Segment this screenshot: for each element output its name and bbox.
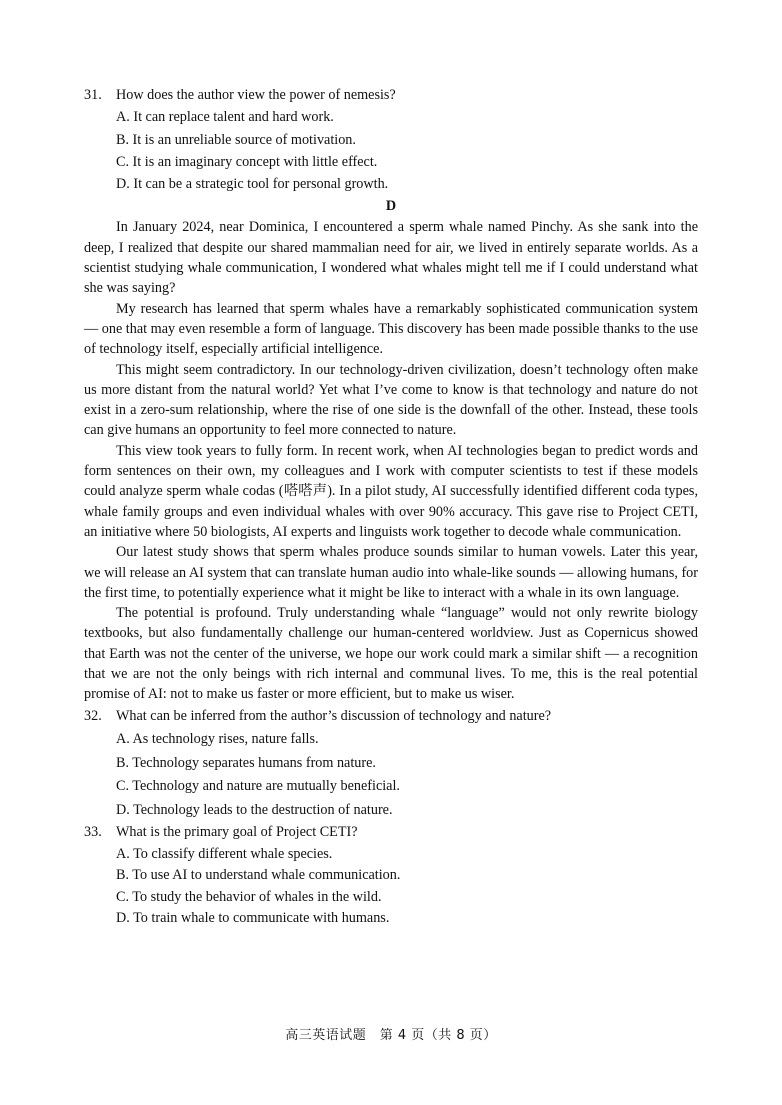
page-footer: 高三英语试题 第 4 页（共 8 页） xyxy=(285,1028,497,1043)
question-number: 33. xyxy=(84,824,102,841)
option-b: B. Technology separates humans from nature. xyxy=(116,754,376,771)
passage-d xyxy=(84,217,698,704)
option-c: C. Technology and nature are mutually beneficial. xyxy=(116,778,400,795)
passage-paragraph-5: Our latest study shows that sperm whales produce sounds similar to human vowels. Later this year, we will release an AI system that can translate human audio into whale-like sounds — allowing humans, for the first time, to potentially experience what it might be like to interact with a whale in its own language. xyxy=(84,544,698,601)
passage-paragraph-4: This view took years to fully form. In recent work, when AI technologies began to predict words and form sentences on their own, my colleagues and I work with computer scientists to test if these models could analyze sperm whale codas (嗒嗒声). In a pilot study, AI successfully identified different coda types, whale family groups and even individual whales with over 90% accuracy. This gave rise to Project CETI, an initiative where 50 biologists, AI experts and linguists work together to decode whale communication. xyxy=(84,442,698,540)
option-b: B. To use AI to understand whale communication. xyxy=(116,867,401,884)
question-33-stem xyxy=(84,822,698,844)
option-a: A. As technology rises, nature falls. xyxy=(116,731,319,748)
option-a: A. To classify different whale species. xyxy=(116,845,333,862)
passage-paragraph-1: In January 2024, near Dominica, I encountered a sperm whale named Pinchy. As she sank into the deep, I realized that despite our shared mammalian need for air, we lived in entirely separate worlds. As a scientist studying whale communication, I wondered what whales might tell me if I could understand what she was saying? xyxy=(84,219,698,297)
option-c: C. It is an imaginary concept with little effect. xyxy=(116,153,378,170)
option-d: D. It can be a strategic tool for personal growth. xyxy=(116,176,389,193)
section-label: D xyxy=(385,198,397,215)
option-b: B. It is an unreliable source of motivation. xyxy=(116,131,356,148)
option-c: C. To study the behavior of whales in the wild. xyxy=(116,888,382,905)
passage-paragraph-3: This might seem contradictory. In our technology-driven civilization, doesn’t technology often make us more distant from the natural world? Yet what I’ve come to know is that technology and nature do not exist in a zero-sum relationship, where the rise of one side is the downfall of the other. Instead, these tools can give humans an opportunity to feel more connected to nature. xyxy=(84,361,698,439)
question-31-stem xyxy=(84,84,698,106)
question-number: 32. xyxy=(84,707,102,724)
question-text: What is the primary goal of Project CETI? xyxy=(116,824,358,841)
question-31 xyxy=(84,84,698,195)
question-32 xyxy=(84,705,698,823)
option-d: D. Technology leads to the destruction of nature. xyxy=(116,801,393,818)
question-text: What can be inferred from the author’s discussion of technology and nature? xyxy=(116,707,552,724)
question-text: How does the author view the power of nemesis? xyxy=(116,87,396,103)
question-32-stem xyxy=(84,705,698,729)
option-d: D. To train whale to communicate with humans. xyxy=(116,910,390,927)
exam-page xyxy=(84,84,698,930)
question-33 xyxy=(84,822,698,930)
question-number: 31. xyxy=(84,87,102,103)
option-a: A. It can replace talent and hard work. xyxy=(116,109,334,126)
passage-paragraph-6: The potential is profound. Truly understanding whale “language” would not only rewrite biology textbooks, but also fundamentally challenge our human-centered worldview. Just as Copernicus showed that Earth was not the center of the universe, we hope our work could mark a similar shift — a recognition that we are not the only beings with rich internal and communal lives. To me, this is the real potential promise of AI: not to make us faster or more efficient, but to make us wiser. xyxy=(84,605,698,703)
passage-paragraph-2: My research has learned that sperm whales have a remarkably sophisticated communication system — one that may even resemble a form of language. This discovery has been made possible thanks to the use of technology itself, especially artificial intelligence. xyxy=(84,300,698,358)
